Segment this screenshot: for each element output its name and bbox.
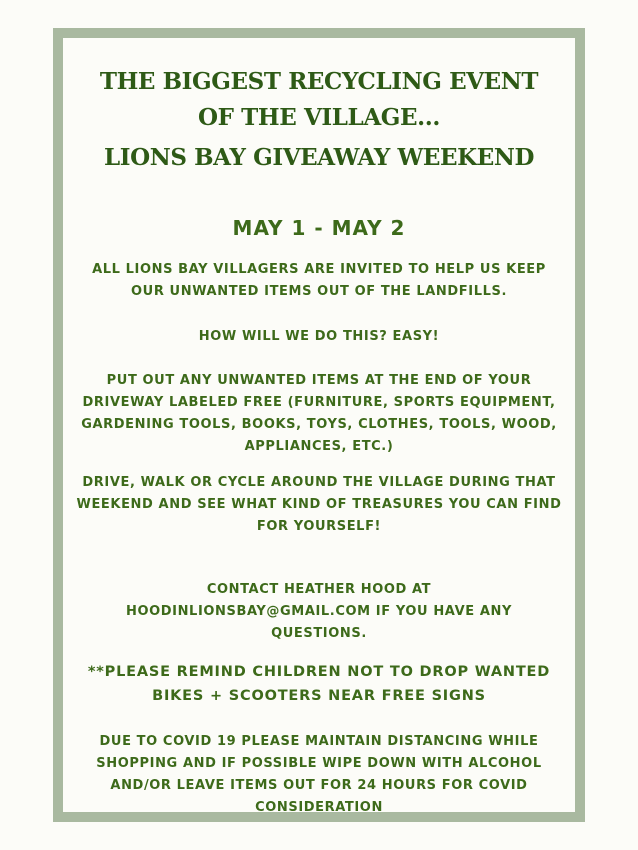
drive-paragraph: DRIVE, WALK OR CYCLE AROUND THE VILLAGE DURING THAT WEEKEND AND SEE WHAT KIND OF TREASURES YOU CAN FIND FOR YOURSELF! <box>76 475 562 534</box>
how-paragraph: HOW WILL WE DO THIS? EASY! <box>198 329 440 344</box>
event-dates: MAY 1 - MAY 2 <box>232 216 406 240</box>
title-line-1: THE BIGGEST RECYCLING EVENT <box>99 68 539 95</box>
put-out-paragraph: PUT OUT ANY UNWANTED ITEMS AT THE END OF YOUR DRIVEWAY LABELED FREE (FURNITURE, SPORTS EQUIPMENT, GARDENING TOOLS, BOOKS, TOYS, CLOTHES, TOOLS, WOOD, APPLIANCES, ETC.) <box>81 373 557 454</box>
remind-paragraph: **PLEASE REMIND CHILDREN NOT TO DROP WANTED BIKES + SCOOTERS NEAR FREE SIGNS <box>87 664 551 704</box>
title-line-2: OF THE VILLAGE... <box>198 104 440 131</box>
covid-paragraph: DUE TO COVID 19 PLEASE MAINTAIN DISTANCING WHILE SHOPPING AND IF POSSIBLE WIPE DOWN WITH ALCOHOL AND/OR LEAVE ITEMS OUT FOR 24 HOURS FOR COVID CONSIDERATION <box>96 734 542 815</box>
contact-paragraph: CONTACT HEATHER HOOD AT HOODINLIONSBAY@GMAIL.COM IF YOU HAVE ANY QUESTIONS. <box>125 582 513 641</box>
invite-paragraph: ALL LIONS BAY VILLAGERS ARE INVITED TO HELP US KEEP OUR UNWANTED ITEMS OUT OF THE LANDFILLS. <box>92 262 546 299</box>
title-line-3: LIONS BAY GIVEAWAY WEEKEND <box>103 144 535 171</box>
